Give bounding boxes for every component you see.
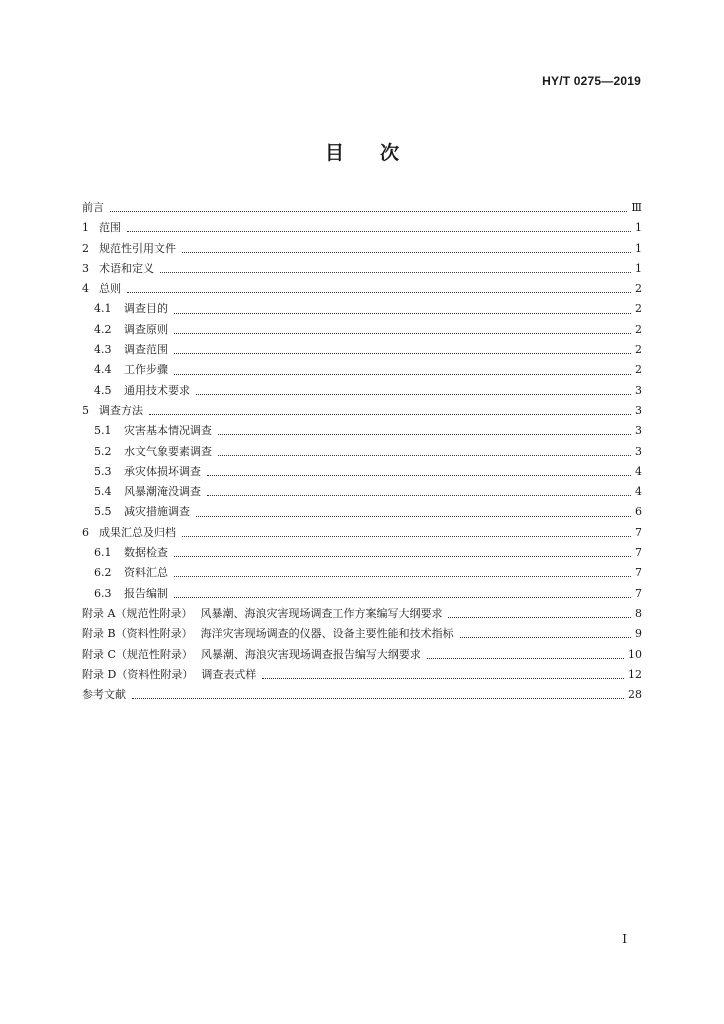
toc-entry-page: 7 xyxy=(635,525,642,539)
toc-entry-number: 5 xyxy=(82,403,89,417)
dot-leader xyxy=(174,575,631,577)
dot-leader xyxy=(174,596,631,598)
toc-entry-page: 4 xyxy=(635,464,642,478)
toc-entry-page: 3 xyxy=(635,403,642,417)
toc-entry-label: 调查原则 xyxy=(124,322,168,336)
toc-entry[interactable] xyxy=(82,624,642,644)
toc-entry-number: 4.3 xyxy=(94,343,112,357)
toc-entry-page: 2 xyxy=(635,343,642,357)
toc-entry-label: 承灾体损坏调查 xyxy=(124,464,201,478)
dot-leader xyxy=(174,373,631,375)
toc-entry-page: 7 xyxy=(635,566,642,580)
toc-title: 目次 xyxy=(324,142,435,164)
toc-entry-page: 1 xyxy=(635,221,642,235)
dot-leader xyxy=(182,251,631,253)
toc-entry-number: 5.4 xyxy=(94,485,112,499)
table-of-contents xyxy=(82,198,642,705)
toc-entry-label: 范围 xyxy=(99,221,121,235)
dot-leader xyxy=(110,210,627,212)
toc-entry-number: 4.5 xyxy=(94,383,112,397)
toc-entry-number: 4 xyxy=(82,282,89,296)
dot-leader xyxy=(460,636,631,638)
appendix-kind: （规范性附录） xyxy=(115,606,193,620)
toc-entry-page: 2 xyxy=(635,322,642,336)
standard-number: HY/T 0275—2019 xyxy=(542,74,641,88)
dot-leader xyxy=(262,677,624,679)
dot-leader xyxy=(174,352,631,354)
toc-entry-number: 1 xyxy=(82,221,89,235)
toc-entry-label: 参考文献 xyxy=(82,688,126,702)
toc-entry[interactable] xyxy=(82,421,642,441)
toc-entry[interactable] xyxy=(82,584,642,604)
dot-leader xyxy=(132,697,624,699)
appendix-code: 附录 D xyxy=(82,667,117,681)
toc-entry[interactable] xyxy=(82,645,642,665)
toc-entry-label: 资料汇总 xyxy=(124,566,168,580)
dot-leader xyxy=(218,454,631,456)
toc-entry-label: 报告编制 xyxy=(124,586,168,600)
appendix-code: 附录 C xyxy=(82,647,116,661)
toc-entry-label: 术语和定义 xyxy=(99,261,154,275)
toc-entry-label: 通用技术要求 xyxy=(124,383,190,397)
toc-entry[interactable] xyxy=(82,218,642,238)
toc-entry-label: 减灾措施调查 xyxy=(124,505,190,519)
toc-entry[interactable] xyxy=(82,523,642,543)
toc-entry-label: 工作步骤 xyxy=(124,363,168,377)
dot-leader xyxy=(174,555,631,557)
toc-entry[interactable] xyxy=(82,401,642,421)
toc-entry[interactable] xyxy=(82,442,642,462)
toc-entry-number: 4.1 xyxy=(94,302,112,316)
toc-entry-page: 8 xyxy=(635,606,642,620)
toc-entry-label: 调查范围 xyxy=(124,343,168,357)
toc-entry-label: 风暴潮、海浪灾害现场调查工作方案编写大纲要求 xyxy=(200,606,443,620)
toc-entry[interactable] xyxy=(82,279,642,299)
toc-entry-label: 水文气象要素调查 xyxy=(124,444,212,458)
toc-entry-number: 5.5 xyxy=(94,505,112,519)
toc-entry-label: 数据检查 xyxy=(124,546,168,560)
toc-entry-number: 5.2 xyxy=(94,444,112,458)
toc-entry-page: 3 xyxy=(635,424,642,438)
toc-entry-label: 风暴潮、海浪灾害现场调查报告编写大纲要求 xyxy=(200,647,421,661)
toc-entry-number: 5.1 xyxy=(94,424,112,438)
toc-entry[interactable] xyxy=(82,563,642,583)
toc-entry-page: 3 xyxy=(635,383,642,397)
dot-leader xyxy=(207,474,631,476)
toc-entry-page: 7 xyxy=(635,546,642,560)
toc-entry-page: 2 xyxy=(635,302,642,316)
toc-entry-number: 4.2 xyxy=(94,322,112,336)
toc-entry-label: 调查方法 xyxy=(99,403,143,417)
toc-entry-label: 总则 xyxy=(99,282,121,296)
appendix-code: 附录 B xyxy=(82,627,116,641)
toc-entry[interactable] xyxy=(82,340,642,360)
toc-entry-number: 2 xyxy=(82,241,89,255)
dot-leader xyxy=(182,535,631,537)
page-number: I xyxy=(622,932,627,946)
toc-entry-number: 4.4 xyxy=(94,363,112,377)
dot-leader xyxy=(427,657,624,659)
dot-leader xyxy=(207,494,631,496)
toc-entry-label: 调查目的 xyxy=(124,302,168,316)
toc-entry-page: 4 xyxy=(635,485,642,499)
toc-entry-label: 风暴潮淹没调查 xyxy=(124,485,201,499)
toc-entry-page: 1 xyxy=(635,261,642,275)
toc-entry[interactable] xyxy=(82,198,642,218)
toc-entry-page: 10 xyxy=(628,647,642,661)
toc-entry[interactable] xyxy=(82,320,642,340)
dot-leader xyxy=(174,312,631,314)
appendix-kind: （资料性附录） xyxy=(116,667,194,681)
toc-entry-label: 规范性引用文件 xyxy=(99,241,176,255)
appendix-kind: （规范性附录） xyxy=(115,647,193,661)
toc-entry-page: 2 xyxy=(635,282,642,296)
dot-leader xyxy=(127,291,631,293)
toc-entry-page: 28 xyxy=(628,688,642,702)
toc-entry[interactable] xyxy=(82,381,642,401)
toc-entry-page: 2 xyxy=(635,363,642,377)
toc-entry[interactable] xyxy=(82,543,642,563)
dot-leader xyxy=(196,515,631,517)
toc-entry[interactable] xyxy=(82,299,642,319)
dot-leader xyxy=(127,230,631,232)
toc-entry-number: 6.2 xyxy=(94,566,112,580)
toc-entry[interactable] xyxy=(82,665,642,685)
toc-entry[interactable] xyxy=(82,604,642,624)
toc-entry-number: 6 xyxy=(82,525,89,539)
toc-entry-label: 灾害基本情况调查 xyxy=(124,424,212,438)
toc-entry-label: 海洋灾害现场调查的仪器、设备主要性能和技术指标 xyxy=(200,627,454,641)
toc-entry-label: 调查表式样 xyxy=(201,667,257,681)
toc-entry[interactable] xyxy=(82,482,642,502)
toc-entry-page: Ⅲ xyxy=(631,201,642,214)
dot-leader xyxy=(174,332,631,334)
toc-entry[interactable] xyxy=(82,462,642,482)
toc-entry[interactable] xyxy=(82,360,642,380)
toc-entry-page: 1 xyxy=(635,241,642,255)
dot-leader xyxy=(149,413,631,415)
appendix-code: 附录 A xyxy=(82,606,116,620)
toc-entry-page: 7 xyxy=(635,586,642,600)
dot-leader xyxy=(196,393,631,395)
toc-entry[interactable] xyxy=(82,259,642,279)
dot-leader xyxy=(160,271,631,273)
toc-entry-number: 6.3 xyxy=(94,586,112,600)
appendix-kind: （资料性附录） xyxy=(115,627,193,641)
toc-entry-label: 前言 xyxy=(82,201,104,214)
toc-entry-page: 12 xyxy=(628,667,642,681)
dot-leader xyxy=(218,433,631,435)
toc-entry-label: 成果汇总及归档 xyxy=(99,525,176,539)
toc-entry[interactable] xyxy=(82,685,642,705)
toc-entry[interactable] xyxy=(82,502,642,522)
toc-entry-page: 6 xyxy=(635,505,642,519)
toc-entry[interactable] xyxy=(82,239,642,259)
toc-entry-number: 3 xyxy=(82,261,89,275)
toc-entry-number: 6.1 xyxy=(94,546,112,560)
toc-entry-page: 3 xyxy=(635,444,642,458)
toc-entry-page: 9 xyxy=(635,627,642,641)
dot-leader xyxy=(448,616,631,618)
toc-entry-number: 5.3 xyxy=(94,464,112,478)
